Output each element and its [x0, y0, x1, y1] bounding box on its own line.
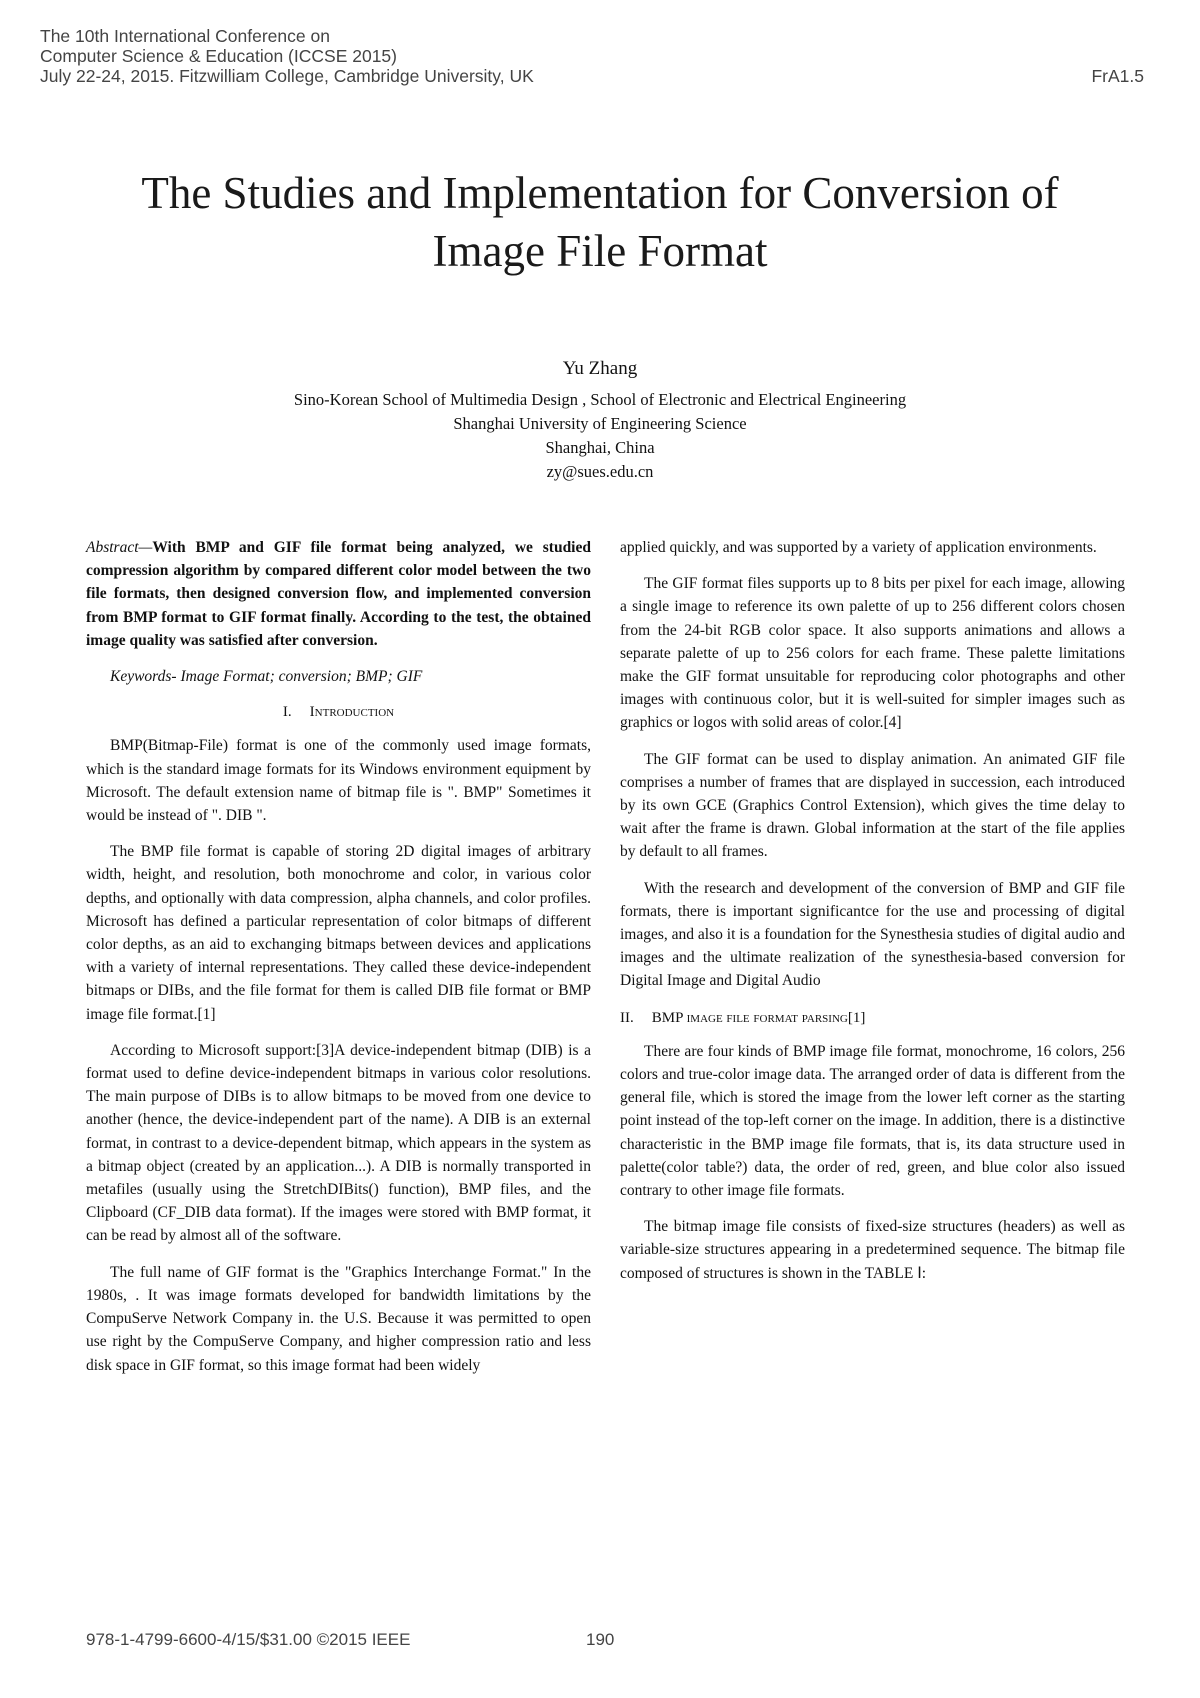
conference-line-1: The 10th International Conference on [40, 26, 330, 46]
paper-id: FrA1.5 [1091, 66, 1144, 86]
title-line-2: Image File Format [432, 226, 768, 276]
title-line-1: The Studies and Implementation for Conversion of [141, 168, 1059, 218]
conference-header [40, 26, 534, 86]
author-name: Yu Zhang [562, 358, 638, 379]
right-column [620, 536, 1125, 1298]
paragraph-continuation: applied quickly, and was supported by a variety of application environments. [620, 539, 1097, 556]
page-number: 190 [586, 1630, 615, 1649]
paragraph: The full name of GIF format is the "Graphics Interchange Format." In the 1980s, . It was image formats developed for bandwidth limitations by the CompuServe Network Company in. the U.S. Because it was permitted to open use right by the CompuServe Company, and higher compression ratio and less disk space in GIF format, so this image format had been widely [86, 1263, 591, 1374]
keywords: Keywords- Image Format; conversion; BMP; GIF [110, 668, 423, 686]
paper-title [60, 164, 1140, 280]
abstract-label: Abstract— [86, 539, 153, 556]
left-column [86, 536, 591, 1390]
section-title: BMP image file format parsing[1] [651, 1009, 866, 1026]
section-heading-introduction [86, 701, 591, 724]
affiliation-line-2: Shanghai University of Engineering Science [453, 414, 747, 433]
paragraph: There are four kinds of BMP image file format, monochrome, 16 colors, 256 colors and true-color image data. The arranged order of data is different from the general file, which is stored the image from the lower left corner as the starting point instead of the top-left corner on the image. In addition, there is a distinctive characteristic in the BMP image file formats, that is, its data structure used in palette(color table?) data, the order of red, green, and blue color also issued contrary to other image file formats. [620, 1042, 1125, 1200]
abstract-text: With BMP and GIF file format being analyzed, we studied compression algorithm by compared different color model between the two file formats, then designed conversion flow, and implemented conversion from BMP format to GIF format finally. According to the test, the obtained image quality was satisfied after conversion. [86, 539, 591, 649]
section-number: I. [282, 704, 292, 721]
paragraph: BMP(Bitmap-File) format is one of the commonly used image formats, which is the standard image formats for its Windows environment equipment by Microsoft. The default extension name of bitmap file is ". BMP" Sometimes it would be instead of ". DIB ". [86, 737, 591, 825]
section-title: Introduction [309, 704, 395, 721]
section-number: II. [620, 1009, 634, 1026]
abstract [86, 536, 591, 652]
paragraph: The GIF format files supports up to 8 bits per pixel for each image, allowing a single image to reference its own palette of up to 256 different colors chosen from the 24-bit RGB color space. It also supports animations and allows a separate palette of up to 256 colors for each frame. These palette limitations make the GIF format unsuitable for reproducing color photographs and other images with continuous color, but it is well-suited for simpler images such as graphics or logos with solid areas of color.[4] [620, 575, 1125, 732]
author-block [100, 356, 1100, 484]
affiliation-line-3: Shanghai, China [545, 438, 655, 457]
footer-isbn: 978-1-4799-6600-4/15/$31.00 ©2015 IEEE [86, 1630, 411, 1649]
conference-line-2: Computer Science & Education (ICCSE 2015) [40, 46, 397, 66]
paragraph: With the research and development of the conversion of BMP and GIF file formats, there is important significantce for the use and processing of digital images, and also it is a foundation for the Synesthesia studies of digital audio and images and the ultimate realization of the synesthesia-based conversion for Digital Image and Digital Audio [620, 879, 1125, 990]
paragraph: According to Microsoft support:[3]A device-independent bitmap (DIB) is a format used to define device-independent bitmaps in various color resolutions. The main purpose of DIBs is to allow bitmaps to be moved from one device to another (hence, the device-independent part of the name). A DIB is an external format, in contrast to a device-dependent bitmap, which appears in the system as a bitmap object (created by an application...). A DIB is normally transported in metafiles (usually using the StretchDIBits() function), BMP files, and the Clipboard (CF_DIB data format). If the images were stored with BMP format, it can be read by almost all of the software. [86, 1041, 591, 1245]
paragraph: The BMP file format is capable of storing 2D digital images of arbitrary width, height, and resolution, both monochrome and color, in various color depths, and optionally with data compression, alpha channels, and color profiles. Microsoft has defined a particular representation of color bitmaps of different color depths, as an aid to exchanging bitmaps between devices and applications with a variety of internal representations. They called these device-independent bitmaps or DIBs, and the file format for them is called DIB file format or BMP image file format.[1] [86, 843, 591, 1023]
section-heading-bmp-parsing [620, 1007, 1125, 1030]
conference-line-3: July 22-24, 2015. Fitzwilliam College, Cambridge University, UK [40, 66, 534, 86]
affiliation-line-1: Sino-Korean School of Multimedia Design , School of Electronic and Electrical Engineering [293, 390, 907, 409]
author-email: zy@sues.edu.cn [546, 462, 654, 481]
paragraph: The bitmap image file consists of fixed-size structures (headers) as well as variable-size structures appearing in a predetermined sequence. The bitmap file composed of structures is shown in the TABLE Ⅰ: [620, 1218, 1125, 1282]
paragraph: The GIF format can be used to display animation. An animated GIF file comprises a number of frames that are displayed in succession, each introduced by its own GCE (Graphics Control Extension), which gives the time delay to wait after the frame is drawn. Global information at the start of the file applies by default to all frames. [620, 750, 1125, 861]
